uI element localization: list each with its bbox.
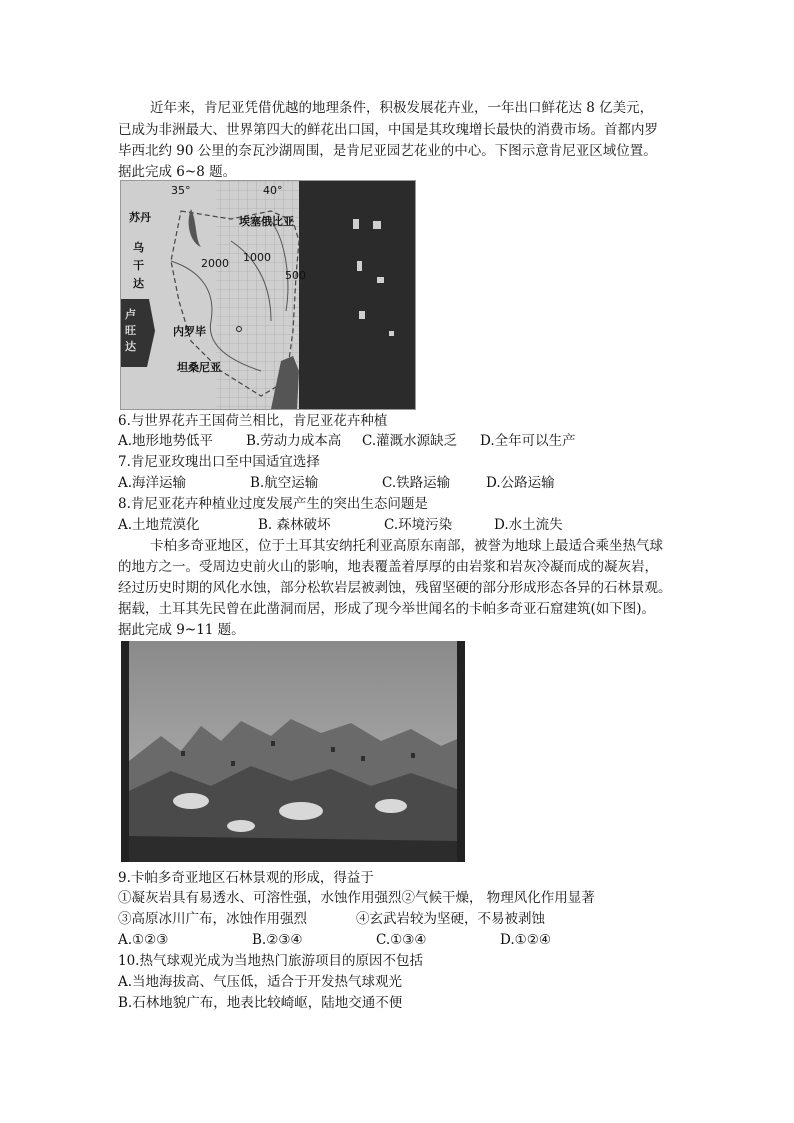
question-6-stem: 6.与世界花卉王国荷兰相比，肯尼亚花卉种植	[118, 413, 388, 429]
intro-paragraph-line: 据载，土耳其先民曾在此凿洞而居，形成了现今举世闻名的卡帕多奇亚石窟建筑(如下图)。	[118, 601, 656, 617]
question-8-stem: 8.肯尼亚花卉种植业过度发展产生的突出生态问题是	[118, 496, 428, 512]
question-7-stem: 7.肯尼亚玫瑰出口至中国适宜选择	[118, 454, 320, 470]
option-d[interactable]: D.公路运输	[486, 475, 555, 491]
question-9-stem: 9.卡帕多奇亚地区石林景观的形成，得益于	[118, 870, 374, 886]
map-city-label: 内罗毕	[173, 325, 206, 338]
question-6-options	[118, 431, 576, 451]
photo-graphic	[121, 641, 465, 862]
question-8-options	[118, 515, 563, 535]
option-a[interactable]: A.①②③	[118, 932, 169, 948]
option-c[interactable]: C.灌溉水源缺乏	[362, 433, 458, 449]
intro-paragraph-line: 的地方之一。受周边史前火山的影响，地表覆盖着厚厚的由岩浆和岩灰冷凝而成的凝灰岩，	[118, 559, 658, 575]
option-b[interactable]: B. 森林破坏	[258, 517, 331, 533]
question-9-statement	[118, 909, 545, 929]
question-10-stem: 10.热气球观光成为当地热门旅游项目的原因不包括	[118, 953, 423, 969]
map-country-label: 旺	[125, 324, 136, 337]
option-a[interactable]: A.海洋运输	[118, 475, 187, 491]
option-a[interactable]: A.土地荒漠化	[118, 517, 200, 533]
option-a[interactable]: A.地形地势低平	[118, 433, 214, 449]
map-country-label: 达	[133, 277, 144, 290]
map-contour-label: 500	[285, 269, 306, 282]
map-contour-label: 1000	[243, 251, 271, 264]
option-b[interactable]: B.石林地貌广布，地表比较崎岖，陆地交通不便	[118, 995, 403, 1011]
map-country-label: 苏丹	[129, 211, 151, 224]
option-b[interactable]: B.航空运输	[250, 475, 319, 491]
option-d[interactable]: D.①②④	[500, 932, 551, 948]
map-country-label: 乌	[133, 241, 144, 254]
option-c[interactable]: C.铁路运输	[382, 475, 451, 491]
option-a[interactable]: A.当地海拔高、气压低，适合于开发热气球观光	[118, 974, 403, 990]
intro-paragraph-line: 据此完成 9~11 题。	[118, 622, 245, 638]
map-country-label: 卢	[125, 308, 136, 321]
option-b[interactable]: B.劳动力成本高	[246, 433, 342, 449]
question-7-options	[118, 473, 555, 493]
option-c[interactable]: C.①③④	[376, 932, 427, 948]
option-d[interactable]: D.全年可以生产	[480, 433, 576, 449]
statement-4: ④玄武岩较为坚硬，不易被剥蚀	[356, 911, 545, 927]
map-country-label: 埃塞俄比亚	[239, 215, 294, 228]
question-9-options	[118, 930, 551, 950]
map-country-label: 坦桑尼亚	[177, 361, 221, 374]
map-contour-label: 2000	[201, 257, 229, 270]
question-9-statement: ①凝灰岩具有易透水、可溶性强，水蚀作用强烈②气候干燥， 物理风化作用显著	[118, 890, 595, 906]
cappadocia-rock-photo	[121, 641, 465, 862]
kenya-location-map	[120, 180, 416, 410]
intro-paragraph-line: 毕西北约 90 公里的奈瓦沙湖周围，是肯尼亚园艺花业的中心。下图示意肯尼亚区域位置。	[118, 143, 657, 159]
intro-paragraph-line: 近年来，肯尼亚凭借优越的地理条件，积极发展花卉业，一年出口鲜花达 8 亿美元，	[150, 100, 654, 116]
map-longitude-label: 35°	[171, 184, 191, 197]
map-country-label: 干	[133, 259, 144, 272]
intro-paragraph-line: 卡柏多奇亚地区，位于土耳其安纳托利亚高原东南部，被誉为地球上最适合乘坐热气球	[150, 538, 663, 554]
intro-paragraph-line: 经过历史时期的风化水蚀，部分松软岩层被剥蚀，残留坚硬的部分形成形态各异的石林景观。	[118, 580, 672, 596]
statement-3: ③高原冰川广布，冰蚀作用强烈	[118, 911, 307, 927]
option-d[interactable]: D.水土流失	[494, 517, 563, 533]
map-country-label: 达	[125, 340, 136, 353]
intro-paragraph-line: 已成为非洲最大、世界第四大的鲜花出口国，中国是其玫瑰增长最快的消费市场。首都内罗	[118, 122, 658, 138]
option-b[interactable]: B.②③④	[252, 932, 303, 948]
option-c[interactable]: C.环境污染	[384, 517, 453, 533]
intro-paragraph-line: 据此完成 6~8 题。	[118, 164, 237, 180]
map-longitude-label: 40°	[263, 184, 283, 197]
